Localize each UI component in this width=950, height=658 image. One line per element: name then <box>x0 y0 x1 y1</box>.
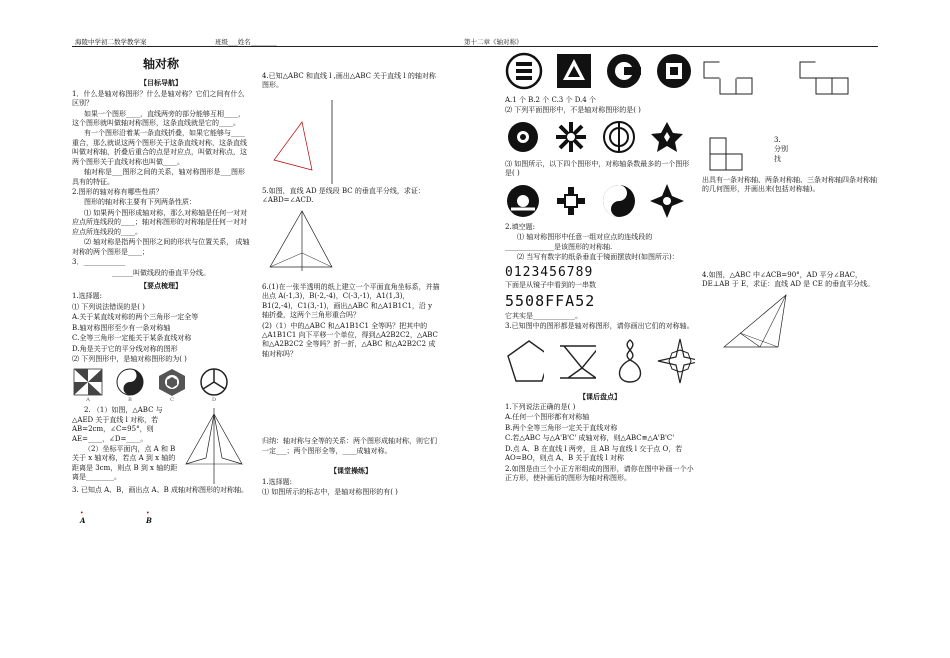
flower-b-icon <box>553 120 589 160</box>
vase-icon <box>610 338 642 384</box>
column-4 <box>702 60 880 353</box>
emblem-row <box>505 183 695 219</box>
q3a: ______叫做线段的垂直平分线。 <box>112 268 210 277</box>
section-key-points: 【要点梳理】 <box>140 280 182 290</box>
logo-row <box>505 52 695 90</box>
choice-b <box>114 367 146 404</box>
q3-block <box>702 136 880 176</box>
s1a: ⑴ 下列说法错误的是( ) <box>72 302 145 311</box>
pinwheel-icon <box>72 367 104 397</box>
squares-grid-3 <box>702 136 766 176</box>
c1: 1.选择题: <box>262 477 293 486</box>
h1d: D.点 A、B 在直线 l 两旁，且 AB 与直线 l 交于点 O，若 AO=BO，则点 A、B 关于直线 l 对称 <box>505 444 683 463</box>
h1: 1.下列说法正确的是( ) <box>505 403 576 412</box>
s2a: 2. （1）如图，△ABC 与△AED 关于直线 l 对称，若 AB=2cm，∠C=95°，则 AE=____，∠D=____。 <box>72 406 163 443</box>
c2: ⑵ 下列平面图形中，不是轴对称图形的是( ) <box>505 106 641 115</box>
opts: A.1 个 B.2 个 C.3 个 D.4 个 <box>505 96 596 104</box>
f2b: 下面是从镜子中看到的一串数 <box>505 281 596 290</box>
arch-shape-icon <box>558 338 597 384</box>
emblem-3-icon <box>601 183 637 219</box>
f3: 3.已知图中的图形都是轴对称图形，请你画出它们的对称轴。 <box>505 322 694 331</box>
fill-title: 2.填空题: <box>505 222 536 231</box>
flower-d-icon <box>649 120 685 160</box>
q5-figure <box>264 207 344 277</box>
f2: ⑵ 当写有数字的纸条垂直于镜面摆放时(如图所示)： <box>517 253 679 262</box>
q4: 4.已知△ABC 和直线 l ,画出△ABC 关于直线 l 的轴对称图形。 <box>262 72 436 90</box>
q3-head: 3. 分别找 <box>774 136 788 163</box>
mercedes-icon <box>198 367 230 397</box>
point-b-label: B <box>146 515 152 525</box>
flower-c-icon <box>601 120 637 160</box>
choice-a <box>72 367 104 404</box>
choice-c <box>156 367 188 404</box>
q2b: ⑴ 如果两个图形成轴对称，那么对称轴是任何一对对应点所连线段的____；轴对称图形的对称轴是任何一对对应点所连线段的____。 <box>72 208 248 236</box>
square-grids <box>702 60 880 96</box>
q2c: ⑵ 轴对称是指两个图形之间的形状与位置关系， 成轴对称的两个图形是____； <box>72 238 250 256</box>
pentagon-icon <box>505 338 544 384</box>
q1c: 轴对称是___图形之间的关系，轴对称图形是___图形具有的特征。 <box>72 168 245 186</box>
label-d: D <box>211 397 216 404</box>
hexagon-icon <box>156 367 188 397</box>
q4: 4.如图，△ABC 中∠ACB=90°，AD 平分∠BAC，DE⊥AB 于 E，求证：直线 AD 是 CE 的垂直平分线。 <box>702 270 875 289</box>
q1b: 有一个图形沿着某一条直线折叠，如果它能够与____重合，那么就说这两个图形关于这条直线对称，这条直线叫做对称轴，折叠后重合的点是对应点，叫做对称点，这两个图形关于直线对称也叫做____。 <box>72 129 247 166</box>
compass-star-icon <box>656 338 695 384</box>
flower-a-icon <box>505 120 541 160</box>
emblem-2-icon <box>553 183 589 219</box>
q5: 5.如图，直线 AD 是线段 BC 的垂直平分线，求证：∠ABD=∠ACD. <box>262 186 425 205</box>
h1b: B.两个全等三角形一定关于直线对称 <box>505 423 618 432</box>
q2-block <box>72 406 250 486</box>
emblem-1-icon <box>505 183 541 219</box>
emblem-4-icon <box>649 183 685 219</box>
h1a: A.任何一个图形都有对称轴 <box>505 413 590 422</box>
logo-4-icon <box>655 52 693 90</box>
point-a-label: A <box>80 515 86 525</box>
section-practice: 【课堂操练】 <box>330 466 372 476</box>
logo-2-icon <box>555 52 593 90</box>
header-rule <box>72 46 878 47</box>
q4-figure <box>262 92 362 187</box>
squares-grid-1 <box>702 60 754 96</box>
q2: 2.图形的轴对称有哪些性质？ <box>72 188 163 196</box>
symbol-choices <box>72 367 250 404</box>
q1: 1．什么是轴对称图形？什么是轴对称？它们之间有什么区别？ <box>72 89 245 108</box>
h2: 2.如图是由三个小正方形组成的图形，请你在图中补画一个小正方形，使补画后的图形为轴对称图形。 <box>505 464 694 483</box>
c3: ⑶ 如图所示，以下四个图形中，对称轴条数最多的一个图形是( ) <box>505 159 690 178</box>
s3: 3. 已知点 A、B，画出点 A、B 成轴对称图形的对称轴。 <box>72 486 248 495</box>
q1a: 如果一个图形____，直线两旁的部分能够互相____，这个图形就叫做轴对称图形，这条直线就是它的____。 <box>72 109 245 127</box>
label-a: A <box>86 397 90 404</box>
f2c: 它其实是____________。 <box>505 311 582 320</box>
page-title: 轴对称 <box>142 57 179 71</box>
s1: 1.选择题: <box>72 292 103 301</box>
logo-1-icon <box>505 52 543 90</box>
column-2 <box>262 72 440 498</box>
s2b: （2）坐标平面内，点 A 和 B 关于 x 轴对称，若点 A 到 x 轴的距离是 3cm，则点 B 到 x 轴的距离是________。 <box>72 444 178 482</box>
squares-grid-2 <box>798 60 850 96</box>
label-c: C <box>170 397 174 404</box>
s1e: D.角是关于它的平分线对称的图形 <box>72 344 178 353</box>
summary: 归纳：轴对称与全等的关系：两个图形成轴对称，则它们一定___；两个图形全等，____成轴对称。 <box>262 437 437 455</box>
q6b: (2)（1）中的△ABC 和△A1B1C1 全等吗？把其中的△A1B1C1 向下平移一个单位，得到△A2B2C2，△ABC 和△A2B2C2 全等吗？折一折，△ABC 和△A2B2C2 成轴对称吗？ <box>262 321 438 358</box>
h1c: C.若△ABC 与△A'B'C' 成轴对称，则△ABC≌△A'B'C' <box>505 434 675 443</box>
header-class: 班级___姓名________ <box>215 38 277 46</box>
shape-row <box>505 338 695 384</box>
section-review: 【课后盘点】 <box>579 391 621 401</box>
f1: ⑴ 轴对称图形中任意一组对应点的连线段的______________是该图形的对称轴. <box>505 233 653 251</box>
q3b: 出具有一条对称轴、两条对称轴、三条对称轴四条对称轴的几何图形，并画出来(包括对称轴)。 <box>702 176 877 194</box>
s1b: A.关于某直线对称的两个三角形一定全等 <box>72 313 199 322</box>
q3: 3．____________ <box>72 258 126 267</box>
column-3 <box>505 52 695 485</box>
c1a: ⑴ 如图所示的标志中，是轴对称图形的有( ) <box>262 488 398 496</box>
q6: 6.(1)在一张半透明的纸上建立一个平面直角坐标系，并描出点 A(-1,3)，B(-2,-4)，C(-3,-1)，A1(1,3)，B1(2,-4)，C1(3,-1)，画出△ABC 和△A1B1C1，沿 y 轴折叠，这两个三角形重合吗？ <box>262 282 440 320</box>
digit-strip: 0123456789 <box>505 264 594 280</box>
logo-3-icon <box>605 52 643 90</box>
flower-row <box>505 120 695 160</box>
choice-d <box>198 367 230 404</box>
column-1 <box>72 52 250 540</box>
triangle-figure <box>180 406 248 486</box>
s1f: ⑵ 下列图形中，是轴对称图形的为( ) <box>72 355 187 363</box>
q4-figure <box>720 291 800 353</box>
label-b: B <box>128 397 132 404</box>
yin-yang-icon <box>114 367 146 397</box>
section-goal: 【目标导航】 <box>140 78 182 88</box>
header-chapter: 第十二章《轴对称》 <box>464 38 523 46</box>
mirror-digits: 5508FFA52 <box>505 292 596 311</box>
header-school: 海陵中学初二数学教学案 <box>75 38 147 46</box>
s1c: B.轴对称图形至少有一条对称轴 <box>72 323 171 332</box>
s1d: C.全等三角形一定能关于某条直线对称 <box>72 334 192 343</box>
q2a: 图形的轴对称主要有下列两条性质： <box>84 198 196 207</box>
points-ab: • A • B <box>80 509 152 525</box>
